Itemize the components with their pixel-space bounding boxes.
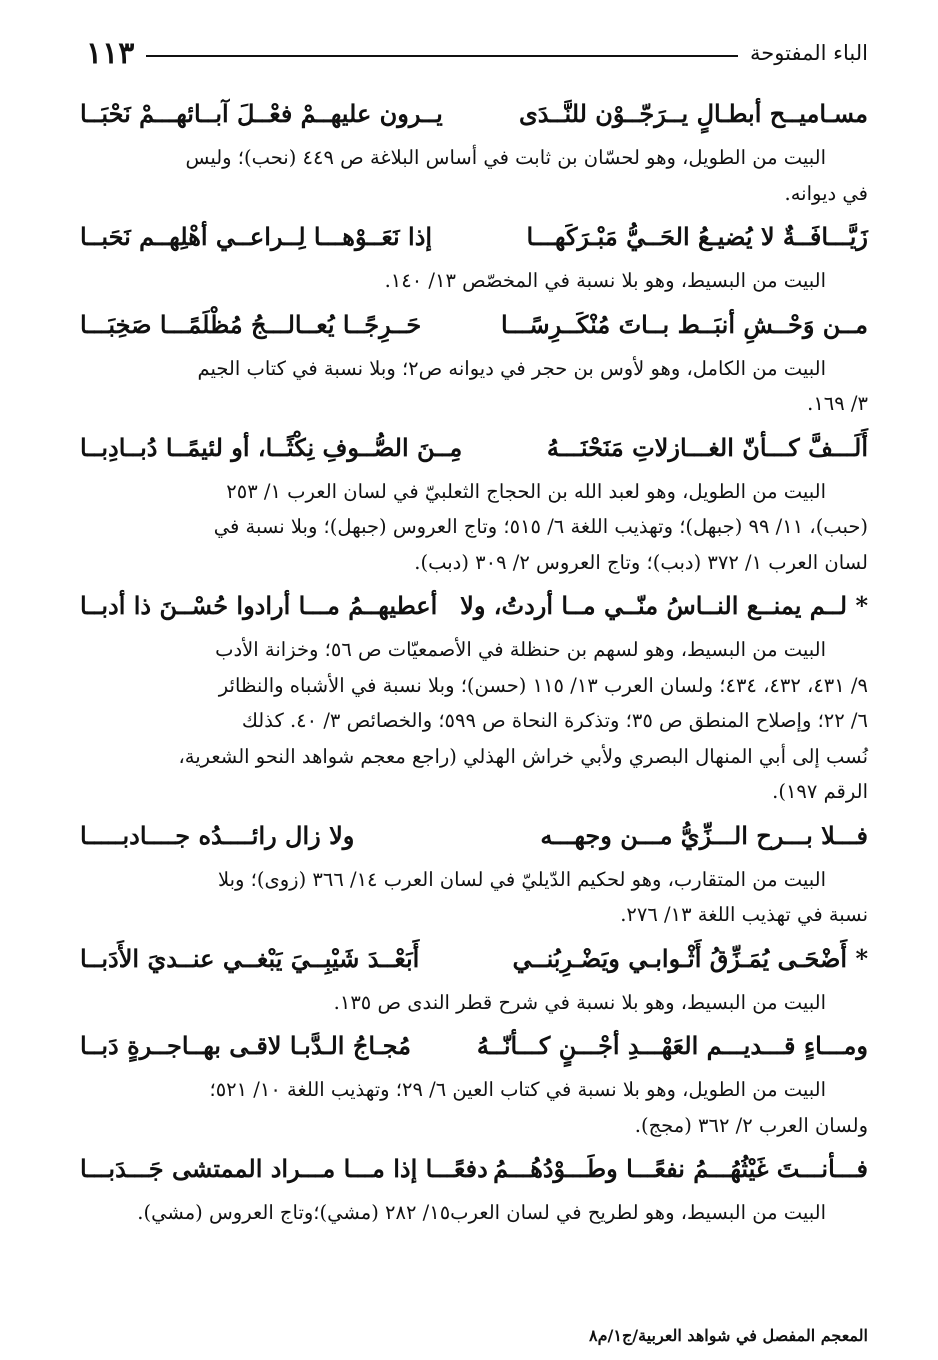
note-line: البيت من البسيط، وهو لسهم بن حنظلة في الأصمعيّات ص ٥٦؛ وخزانة الأدب bbox=[215, 638, 826, 661]
note-line: البيت من الطويل، وهو بلا نسبة في كتاب العين ٦/ ٢٩؛ وتهذيب اللغة ١٠/ ٥٢١؛ bbox=[209, 1078, 826, 1101]
verse-first-hemistich: مسـاميــح أبطـالٍ يــرَجّــوْن للنَّــدَى bbox=[519, 99, 868, 128]
note-line: البيت من البسيط، وهو لطريح في لسان العرب١٥/ ٢٨٢ (مشي)؛وتاج العروس (مشي). bbox=[137, 1201, 826, 1224]
verse-first-hemistich: * لــم يمنــع النــاسُ منّــي مــا أردتُ، ولا bbox=[460, 591, 868, 620]
verse-citation-note bbox=[80, 1195, 868, 1231]
verse-second-hemistich: أَبَعْــدَ شَيْبِــيَ يَبْغــي عنــديَ الأَدَبــا bbox=[80, 943, 420, 973]
verse-line bbox=[80, 211, 868, 263]
note-line: البيت من الكامل، وهو لأوس بن حجر في ديوانه ص٢؛ وبلا نسبة في كتاب الجيم bbox=[197, 356, 826, 380]
note-line: ٦/ ٢٢؛ وإصلاح المنطق ص ٣٥؛ وتذكرة النحاة ص ٥٩٩؛ والخصائص ٣/ ٤٠. كذلك bbox=[241, 709, 868, 732]
note-line: ولسان العرب ٢/ ٣٦٢ (مجج). bbox=[634, 1113, 868, 1137]
verse-first-hemistich: * أَضْحَـى يُمَـزِّقُ أَثْـوابـي ويَضْـرِبُنــي bbox=[512, 943, 868, 973]
verse-second-hemistich: مُجـاجُ الـدَّبـا لاقـى بهــاجــرةٍ دَبــا bbox=[80, 1031, 412, 1060]
verse-line bbox=[80, 810, 868, 862]
page-header bbox=[86, 28, 868, 78]
verse-first-hemistich: ومـــاءٍ قـــديـــم العَهْـــدِ أجْـــنٍ كـــأنّــهُ bbox=[476, 1031, 868, 1060]
note-line: ٣/ ١٦٩. bbox=[807, 392, 868, 415]
verse-line bbox=[80, 88, 868, 140]
verse-citation-note bbox=[80, 862, 868, 933]
header-rule bbox=[146, 55, 738, 57]
verse-second-hemistich: ولا زال رائــــدُه جــــادبـــــا bbox=[80, 820, 355, 850]
verse-second-hemistich: يــرون عليهــمْ فعْــلَ آبــائهـــمْ نَحْبَــا bbox=[80, 99, 443, 128]
verse-second-hemistich: إذا نَعَــوْهـــا لِــراعــي أهْلِهــم نَحَبــا bbox=[80, 222, 433, 251]
note-line: نسبة في تهذيب اللغة ١٣/ ٢٧٦. bbox=[620, 903, 868, 926]
verse-citation-note bbox=[80, 632, 868, 810]
verse-line bbox=[80, 1143, 868, 1195]
section-title: الباء المفتوحة bbox=[750, 41, 868, 65]
note-line: ٩/ ٤٣١، ٤٣٢، ٤٣٤؛ ولسان العرب ١٣/ ١١٥ (حسن)؛ وبلا نسبة في الأشباه والنظائر bbox=[218, 673, 868, 697]
verse-second-hemistich: حَــرِجًــا يُعــالـــجُ مُظْلَمًـــا صَخِبَـــا bbox=[80, 309, 422, 339]
note-line: نُسب إلى أبي المنهال البصري ولأبي خراش الهذلي (راجع معجم شواهد النحو الشعرية، bbox=[178, 744, 868, 768]
verse-citation-note bbox=[80, 351, 868, 422]
verse-second-hemistich: مِــنَ الصُّــوفِ نِكْثًــا، أو لئيمًــا دُبــادِبــا bbox=[80, 432, 463, 462]
verse-line bbox=[80, 580, 868, 632]
verse-second-hemistich: أعطيهــمُ مـــا أرادوا حُسْــنَ ذا أدبــا bbox=[80, 591, 438, 620]
verse-first-hemistich: فـــأنـــتَ غَيْثُهُـــمُ نفعًـــا وطَـــوْدُهُـــمُ bbox=[493, 1154, 868, 1183]
note-line: البيت من الطويل، وهو لحسّان بن ثابت في أساس البلاغة ص ٤٤٩ (نحب)؛ وليس bbox=[185, 146, 826, 169]
verse-second-hemistich: دفعًـــا إذا مـــا مـــراد الممتشى جَـــدَبـــا bbox=[80, 1154, 488, 1183]
verse-first-hemistich: فـــلا بـــرح الـــزِّيُّ مـــن وجهـــه bbox=[540, 820, 868, 850]
verse-citation-note bbox=[80, 985, 868, 1021]
note-line: البيت من المتقارب، وهو لحكيم الدّيليّ في لسان العرب ١٤/ ٣٦٦ (زوى)؛ وبلا bbox=[217, 867, 826, 891]
verse-line bbox=[80, 299, 868, 351]
verse-line bbox=[80, 1020, 868, 1072]
verse-citation-note bbox=[80, 263, 868, 299]
verse-citation-note bbox=[80, 474, 868, 581]
note-line: (حبب)، ١١/ ٩٩ (جبهل)؛ وتهذيب اللغة ٦/ ٥١٥؛ وتاج العروس (جبهل)؛ وبلا نسبة في bbox=[213, 515, 868, 538]
verses-content bbox=[80, 88, 868, 1231]
verse-line bbox=[80, 422, 868, 474]
note-line: في ديوانه. bbox=[784, 181, 868, 205]
note-line: البيت من البسيط، وهو بلا نسبة في شرح قطر الندى ص ١٣٥. bbox=[333, 990, 826, 1014]
verse-first-hemistich: مــن وَحْــشِ أنبَــط بــاتَ مُنْكَــرِسًـــا bbox=[501, 309, 868, 339]
note-line: البيت من الطويل، وهو لعبد الله بن الحجاج الثعلبيّ في لسان العرب ١/ ٢٥٣ bbox=[226, 479, 826, 503]
note-line: البيت من البسيط، وهو بلا نسبة في المخصّص ١٣/ ١٤٠. bbox=[384, 269, 826, 292]
verse-line bbox=[80, 933, 868, 985]
page-number: ١١٣ bbox=[86, 35, 135, 71]
note-line: لسان العرب ١/ ٣٧٢ (دبب)؛ وتاج العروس ٢/ ٣٠٩ (دبب). bbox=[414, 550, 868, 574]
verse-first-hemistich: زَيَّـــافَــةٌ لا يُضيـعُ الحَــيُّ مَبْـرَكَهـــا bbox=[526, 222, 868, 251]
book-signature: المعجم المفصل في شواهد العربية/ج١/م٨ bbox=[589, 1326, 868, 1345]
verse-citation-note bbox=[80, 1072, 868, 1143]
verse-first-hemistich: أَلَـــفَّ كـــأنّ الغـــازلاتِ مَنَحْنَـــهُ bbox=[546, 432, 868, 462]
note-line: الرقم ١٩٧). bbox=[772, 780, 868, 803]
verse-citation-note bbox=[80, 140, 868, 211]
